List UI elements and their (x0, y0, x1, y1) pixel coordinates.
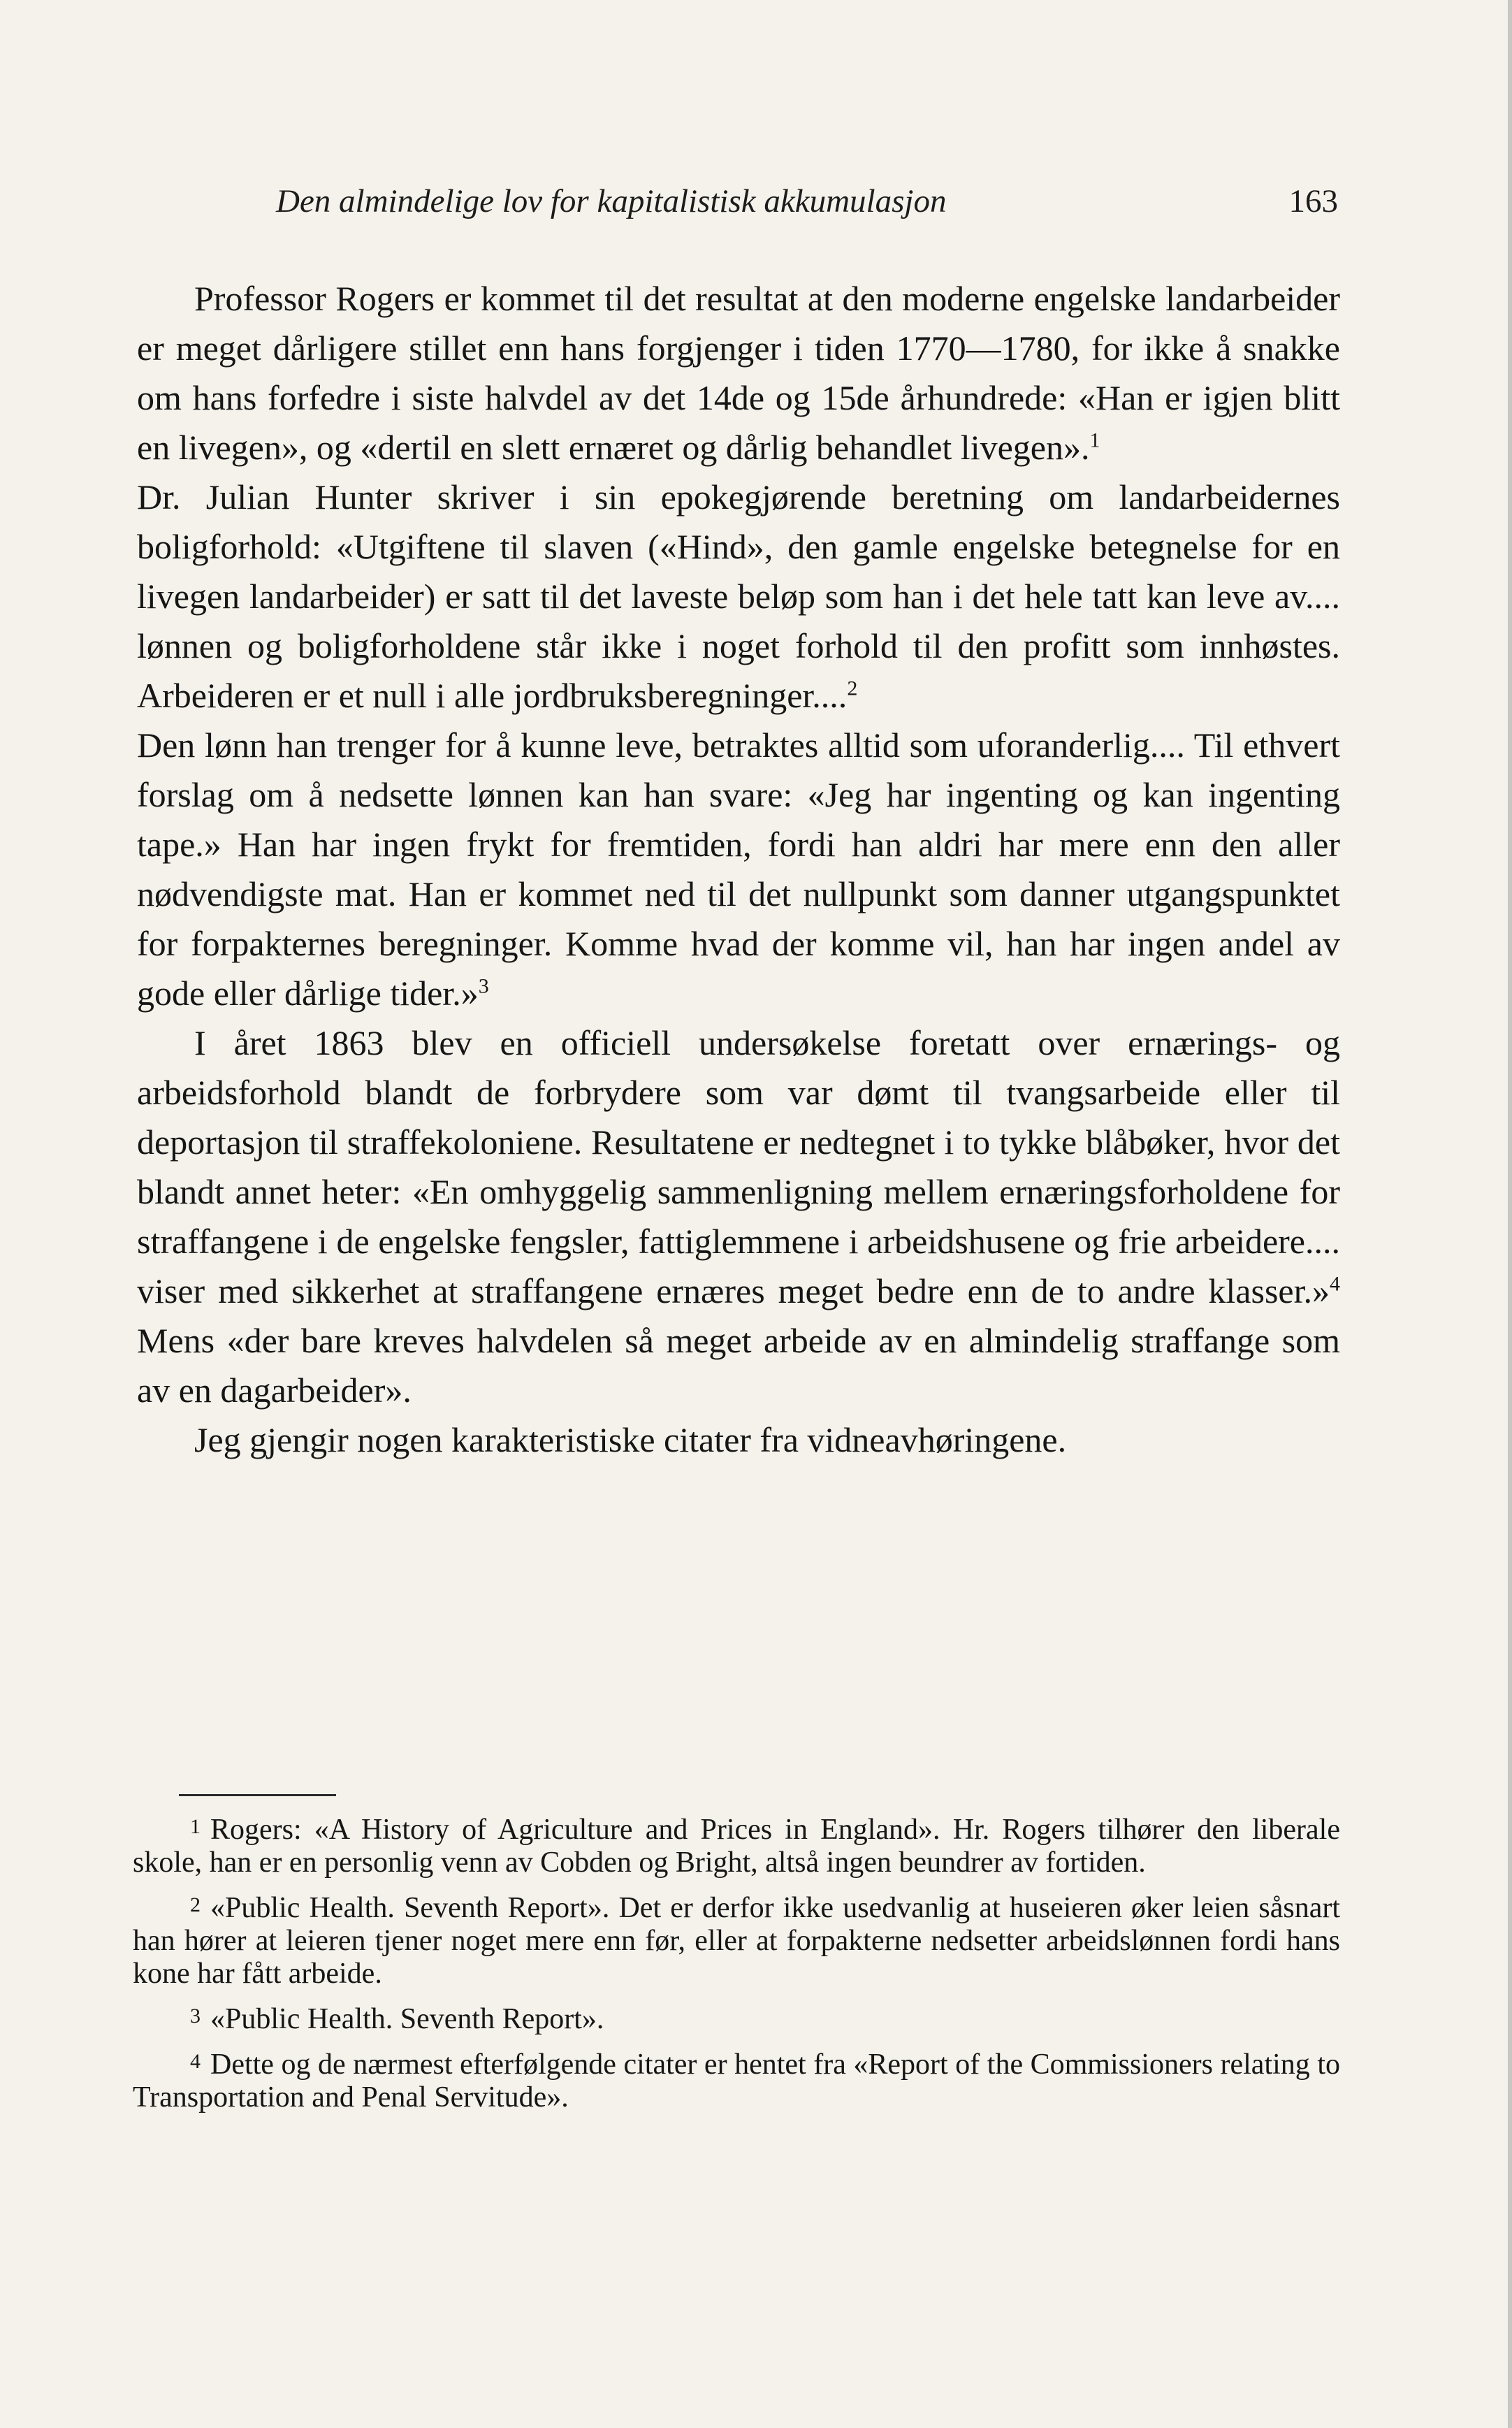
footnote-number: 3 (190, 2004, 201, 2028)
body-text (137, 274, 1340, 1465)
paragraph: I året 1863 blev en officiell undersøkelse foretatt over ernærings- og arbeidsforhold blandt de forbrydere som var dømt til tvangsarbeide eller til deportasjon til straffekoloniene. Resultatene er nedtegnet i to tykke blåbøker, hvor det blandt annet heter: «En omhyggelig sammenligning mellem ernæringsforholdene for straffangene i de engelske fengsler, fattiglemmene i arbeidshusene og frie arbeidere.... viser med sikkerhet at straffangene ernæres meget bedre enn de to andre klasser.»$^4$ Mens «der bare kreves halvdelen så meget arbeide av en almindelig straffange som av en dagarbeider». (137, 1023, 1340, 1410)
paragraph: Dr. Julian Hunter skriver i sin epokegjørende beretning om landarbeidernes boligforhold: «Utgiftene til slaven («Hind», den gamle engelske betegnelse for en livegen landarbeider) er satt til det laveste beløp som han i det hele tatt kan leve av.... lønnen og boligforholdene står ikke i noget forhold til den profitt som innhøstes. Arbeideren er et null i alle jordbruksberegninger....$^2$ (137, 477, 1340, 715)
page-number: 163 (1288, 183, 1338, 219)
footnote-ref: 3 (478, 974, 489, 998)
footnote-divider (179, 1794, 336, 1796)
footnote-number: 1 (190, 1815, 201, 1838)
footnote-number: 4 (190, 2050, 201, 2073)
running-header (276, 180, 1338, 229)
footnote: 2 «Public Health. Seventh Report». Det er derfor ikke usedvanlig at huseieren øker leien såsnart han hører at leieren tjener noget mere enn før, eller at forpakterne nedsetter arbeidslønnen fordi hans kone har fått arbeide. (133, 1892, 1340, 1990)
paragraph: Professor Rogers er kommet til det resultat at den moderne engelske landarbeider er meget dårligere stillet enn hans forgjenger i tiden 1770—1780, for ikke å snakke om hans forfedre i siste halvdel av det 14de og 15de århundrede: «Han er igjen blitt en livegen», og «dertil en slett ernæret og dårlig behandlet livegen».$^1$ (137, 279, 1340, 467)
footnotes (133, 1810, 1340, 2123)
footnote: 4 Dette og de nærmest efterfølgende citater er hentet fra «Report of the Commissioners relating to Transportation and Penal Servitude». (133, 2048, 1340, 2113)
running-title: Den almindelige lov for kapitalistisk akkumulasjon (276, 183, 947, 219)
footnote-ref: 4 (1330, 1272, 1340, 1296)
paragraph: Den lønn han trenger for å kunne leve, betraktes alltid som uforanderlig.... Til ethvert forslag om å nedsette lønnen kan han svare: «Jeg har ingenting og kan ingenting tape.» Han har ingen frykt for fremtiden, fordi han aldri har mere enn den aller nødvendigste mat. Han er kommet ned til det nullpunkt som danner utgangspunktet for forpakternes beregninger. Komme hvad der komme vil, han har ingen andel av gode eller dårlige tider.»$^3$ (137, 725, 1340, 1013)
footnote-ref: 1 (1089, 428, 1100, 452)
footnote-ref: 2 (847, 677, 858, 700)
footnote: 3 «Public Health. Seventh Report». (190, 2003, 604, 2035)
footnote: 1 Rogers: «A History of Agriculture and Prices in England». Hr. Rogers tilhører den liberale skole, han er en personlig venn av Cobden og Bright, altså ingen beundrer av fortiden. (133, 1814, 1340, 1879)
paragraph: Jeg gjengir nogen karakteristiske citater fra vidneavhøringene. (194, 1420, 1067, 1459)
footnote-number: 2 (190, 1893, 201, 1916)
